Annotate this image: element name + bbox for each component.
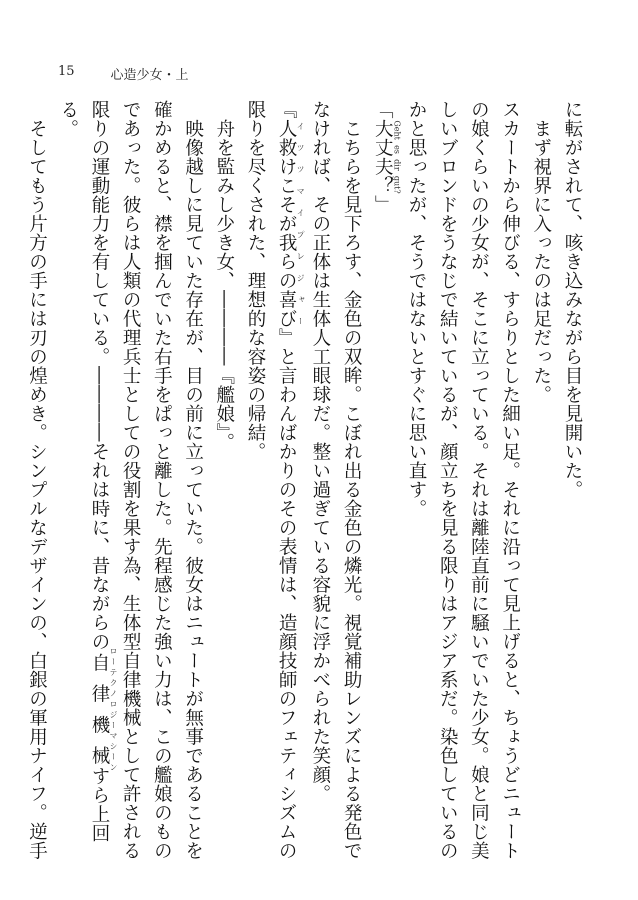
ruby-text — [88, 647, 118, 771]
text-run: 」 — [372, 195, 394, 214]
text-run: 』と言わんばかりのその表情は、造顔技師のフェティシズムの限りを尽くされた、理想的な容姿の帰結。 — [244, 100, 298, 860]
page-number: 15 — [58, 64, 75, 79]
paragraph — [209, 100, 240, 860]
text-run: そしてもう片方の手には刃の煌めき。シンプルなデザインの、白銀の軍用ナイフ。逆手 — [26, 118, 48, 860]
ruby-annotation: Geht es dir gut? — [392, 119, 402, 195]
paragraph — [367, 100, 401, 860]
ruby-base: 大丈夫？ — [372, 119, 394, 195]
text-run: こちらを見下ろす、金色の双眸。こぼれ出る金色の燐光。視覚補助レンズによる発色でなければ、その正体は生体人工眼球だ。整い過ぎている容貌に浮かべられた笑顔。 — [309, 100, 363, 860]
text-run: 映像越しに見ていた存在が、目の前に立っていた。彼女はニュートが無事であることを確かめると、襟を掴んでいた右手をぱっと離した。先程感じた強い力は、この艦娘のものであった。彼らは人類の代理兵士としての役割を果す為、生体型自律機械として許される限りの運動能力を有している。――――それは時に、昔ながらの — [88, 100, 204, 860]
ruby-annotation: イ ツ ツ マ イ プ レ ジ ャ ー — [296, 119, 306, 328]
page-header — [58, 64, 189, 83]
text-run: スカートから伸びる、すらりとした細い足。それに沿って見上げると、ちょうどニュートの娘くらいの少女が、そこに立っている。それは離陸直前に騒いでいた少女。娘と同じ美しいブロンドをうなじで結いているが、顔立ちを見る限りはアジア系だ。染色しているのかと思ったが、そうではないとすぐに思い直す。 — [405, 100, 521, 860]
paragraph — [240, 100, 305, 860]
text-run: 「 — [372, 100, 394, 119]
paragraph — [53, 100, 209, 860]
paragraph — [557, 100, 588, 860]
vertical-text-body — [21, 100, 588, 860]
ruby-base: 自律機械 — [88, 647, 110, 771]
ruby-annotation: ロ ー テ ク ノ ロ ジ ー マ シ ー ン — [108, 647, 118, 771]
ruby-text — [372, 119, 402, 195]
text-run: 『 — [276, 100, 298, 119]
ruby-base: 人救けこそが我らの喜び — [276, 119, 298, 328]
text-run: まず視界に入ったのは足だった。 — [530, 118, 552, 404]
ruby-text — [276, 119, 306, 328]
paragraph — [305, 100, 367, 860]
paragraph — [526, 100, 557, 860]
text-run: に転がされて、咳き込みながら目を見開いた。 — [562, 100, 583, 499]
text-run: すら上回る。 — [57, 100, 110, 843]
running-title: 心造少女・上 — [110, 68, 189, 83]
paragraph — [401, 100, 526, 860]
paragraph — [21, 100, 52, 860]
text-run: 舟を監みし少き女、――――『艦娘』。 — [213, 118, 235, 452]
